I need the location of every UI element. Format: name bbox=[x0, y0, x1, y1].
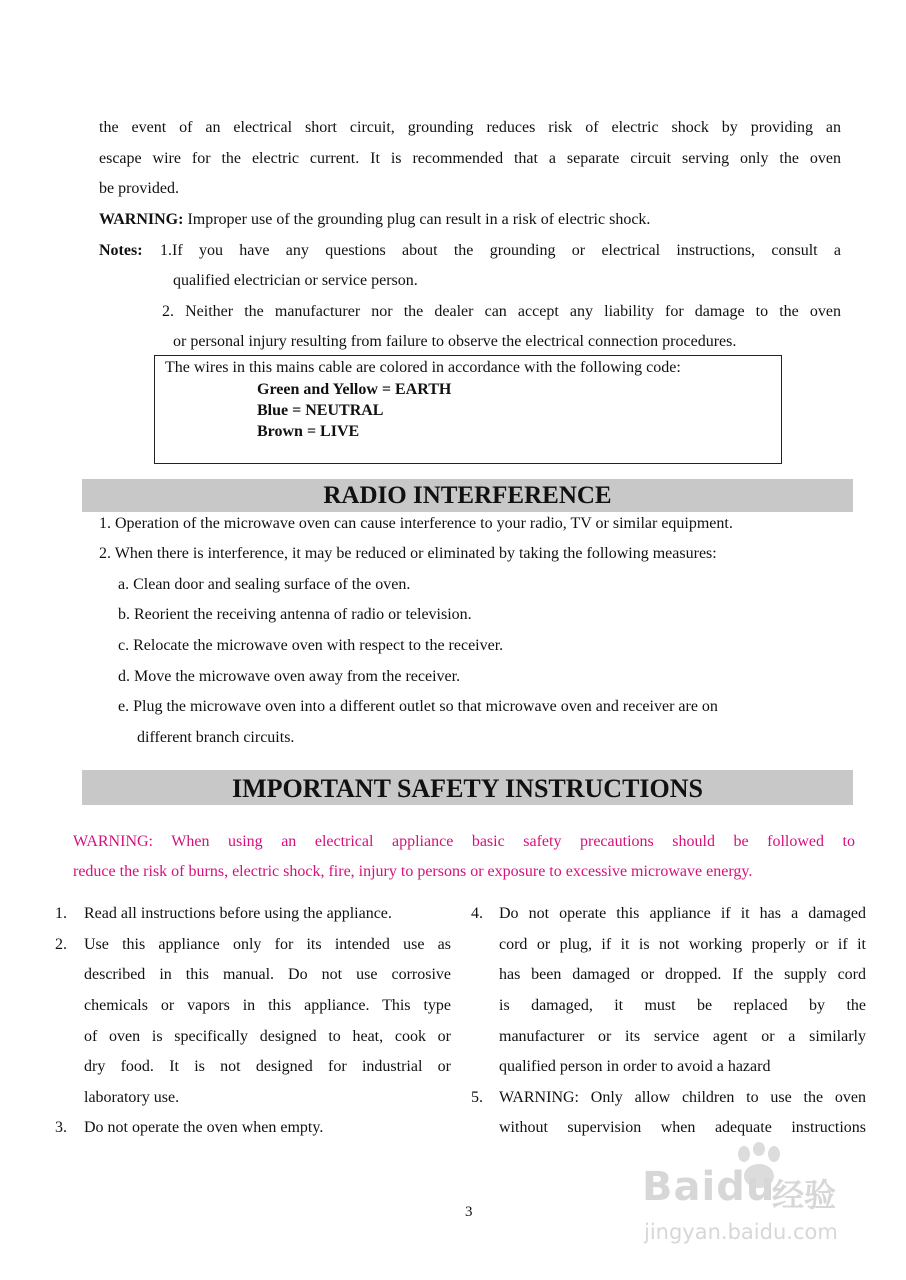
instruction-3: Do not operate the oven when empty. bbox=[84, 1119, 324, 1136]
safety-warning-line-1: WARNING: When using an electrical appliance basic safety precautions should be followed to bbox=[73, 833, 855, 850]
radio-item-2: 2. When there is interference, it may be reduced or eliminated by taking the following measures: bbox=[99, 545, 717, 562]
intro-line-1: the event of an electrical short circuit, grounding reduces risk of electric shock by providing an bbox=[99, 119, 841, 136]
safety-warning-line-2: reduce the risk of burns, electric shock, fire, injury to persons or exposure to excessive microwave energy. bbox=[73, 863, 753, 880]
watermark-url: jingyan.baidu.com bbox=[644, 1220, 838, 1244]
grounding-warning bbox=[99, 210, 650, 230]
measure-d: d. Move the microwave oven away from the receiver. bbox=[118, 668, 461, 685]
radio-interference-heading: RADIO INTERFERENCE bbox=[82, 479, 853, 512]
warning-label: WARNING: bbox=[99, 211, 184, 228]
wire-code-earth: Green and Yellow = EARTH bbox=[257, 381, 452, 398]
list-number-5: 5. bbox=[471, 1089, 483, 1106]
watermark-cn: 经验 bbox=[772, 1176, 837, 1214]
instruction-4-line-2: cord or plug, if it is not working properly or if it bbox=[499, 936, 866, 953]
instruction-1: Read all instructions before using the appliance. bbox=[84, 905, 392, 922]
warning-text: Improper use of the grounding plug can result in a risk of electric shock. bbox=[187, 211, 651, 228]
instruction-2-line-2: described in this manual. Do not use corrosive bbox=[84, 966, 451, 983]
intro-line-3: be provided. bbox=[99, 180, 179, 197]
baidu-watermark bbox=[642, 1140, 892, 1275]
note-1-line-1: 1.If you have any questions about the grounding or electrical instructions, consult a bbox=[160, 242, 841, 259]
page-number: 3 bbox=[465, 1204, 473, 1220]
intro-line-2: escape wire for the electric current. It is recommended that a separate circuit serving only the oven bbox=[99, 150, 841, 167]
wire-code-live: Brown = LIVE bbox=[257, 423, 360, 440]
note-1-line-2: qualified electrician or service person. bbox=[173, 272, 418, 289]
measure-a: a. Clean door and sealing surface of the oven. bbox=[118, 576, 411, 593]
note-2-line-2: or personal injury resulting from failure to observe the electrical connection procedures. bbox=[173, 333, 737, 350]
wire-box-intro: The wires in this mains cable are colored in accordance with the following code: bbox=[165, 359, 681, 376]
notes-label: Notes: bbox=[99, 242, 143, 259]
instruction-5-line-1: WARNING: Only allow children to use the oven bbox=[499, 1089, 866, 1106]
safety-heading: IMPORTANT SAFETY INSTRUCTIONS bbox=[82, 770, 853, 805]
instruction-5-line-2: without supervision when adequate instructions bbox=[499, 1119, 866, 1136]
measure-e-line-2: different branch circuits. bbox=[137, 729, 295, 746]
radio-item-1: 1. Operation of the microwave oven can cause interference to your radio, TV or similar equipment. bbox=[99, 515, 733, 532]
instruction-2-line-3: chemicals or vapors in this appliance. This type bbox=[84, 997, 451, 1014]
measure-e-line-1: e. Plug the microwave oven into a different outlet so that microwave oven and receiver are on bbox=[118, 698, 718, 715]
list-number-3: 3. bbox=[55, 1119, 67, 1136]
note-2-line-1: 2. Neither the manufacturer nor the dealer can accept any liability for damage to the oven bbox=[162, 303, 841, 320]
list-number-1: 1. bbox=[55, 905, 67, 922]
instruction-2-line-6: laboratory use. bbox=[84, 1089, 180, 1106]
list-number-2: 2. bbox=[55, 936, 67, 953]
instruction-4-line-5: manufacturer or its service agent or a similarly bbox=[499, 1028, 866, 1045]
watermark-brand: Baidu bbox=[642, 1164, 776, 1210]
instruction-2-line-4: of oven is specifically designed to heat, cook or bbox=[84, 1028, 451, 1045]
measure-c: c. Relocate the microwave oven with respect to the receiver. bbox=[118, 637, 504, 654]
wire-color-code-box bbox=[154, 355, 782, 464]
instruction-4-line-6: qualified person in order to avoid a hazard bbox=[499, 1058, 771, 1075]
list-number-4: 4. bbox=[471, 905, 483, 922]
measure-b: b. Reorient the receiving antenna of radio or television. bbox=[118, 606, 472, 623]
instruction-4-line-3: has been damaged or dropped. If the supply cord bbox=[499, 966, 866, 983]
instruction-2-line-5: dry food. It is not designed for industrial or bbox=[84, 1058, 451, 1075]
instruction-4-line-1: Do not operate this appliance if it has a damaged bbox=[499, 905, 866, 922]
wire-code-neutral: Blue = NEUTRAL bbox=[257, 402, 384, 419]
instruction-4-line-4: is damaged, it must be replaced by the bbox=[499, 997, 866, 1014]
instruction-2-line-1: Use this appliance only for its intended use as bbox=[84, 936, 451, 953]
